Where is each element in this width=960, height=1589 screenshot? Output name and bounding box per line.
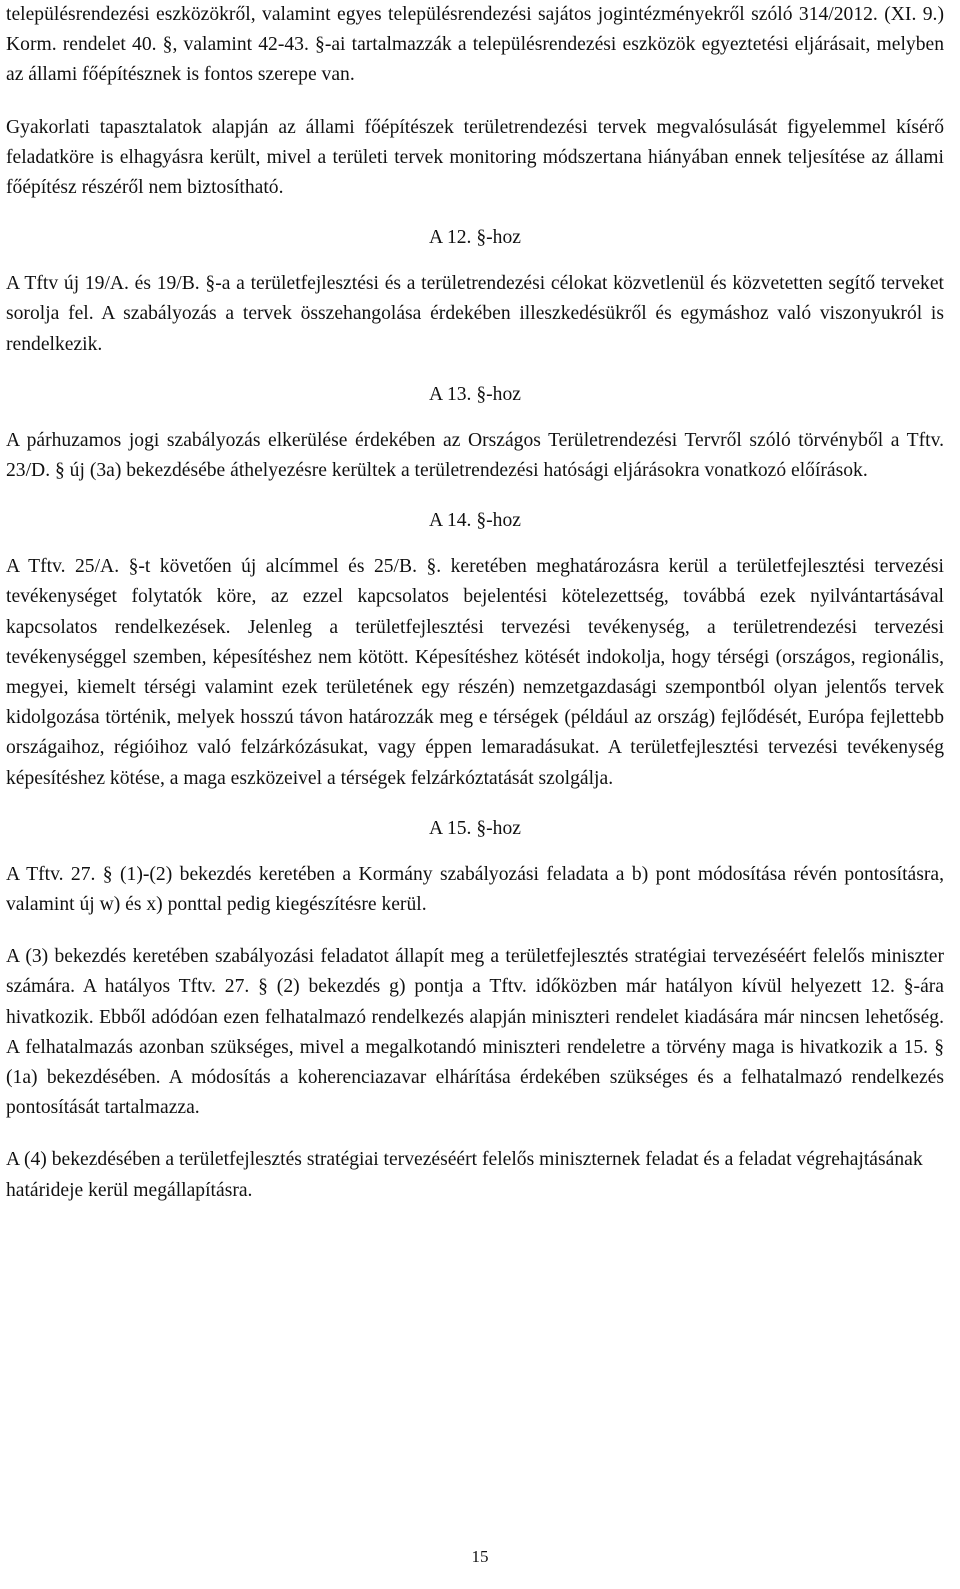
section-heading-15: A 15. §-hoz — [429, 817, 521, 839]
paragraph-section-13: A párhuzamos jogi szabályozás elkerülése érdekében az Országos Területrendezési Tervről szóló törvényből a Tftv. 23/D. § új (3a) bekezdésébe áthelyezésre kerültek a területrendezési hatósági eljárásokra vonatkozó előírások. — [6, 429, 944, 482]
paragraph-section-15-a: A Tftv. 27. § (1)-(2) bekezdés keretében a Kormány szabályozási feladata a b) pont módosítása révén pontosításra, valamint új w) és x) ponttal pedig kiegészítésre kerül. — [6, 863, 944, 916]
section-heading-14: A 14. §-hoz — [429, 510, 521, 532]
section-heading-12: A 12. §-hoz — [429, 227, 521, 249]
paragraph-monitoring: Gyakorlati tapasztalatok alapján az állami főépítészek területrendezési tervek megvalósulását figyelemmel kísérő feladatköre is elhagyásra került, mivel a területi tervek monitoring módszertana hiányában ennek teljesítése az állami főépítész részéről nem biztosítható. — [6, 116, 944, 199]
paragraph-section-15-c: A (4) bekezdésében a területfejlesztés stratégiai tervezéséért felelős miniszternek feladat és a feladat végrehajtásának határideje kerül megállapításra. — [6, 1149, 923, 1201]
paragraph-section-15-b: A (3) bekezdés keretében szabályozási feladatot állapít meg a területfejlesztés stratégiai tervezéséért felelős miniszter számára. A hatályos Tftv. 27. § (2) bekezdés g) pontja a Tftv. időközben már hatályon kívül helyezett 12. §-ára hivatkozik. Ebből adódóan ezen felhatalmazó rendelkezés alapján miniszteri rendelet kiadására már nincsen lehetőség. A felhatalmazás azonban szükséges, mivel a megalkotandó miniszteri rendeletre a törvény maga is hivatkozik a 15. § (1a) bekezdésében. A módosítás a koherenciazavar elhárítása érdekében szükséges és a felhatalmazó rendelkezés pontosítását tartalmazza. — [6, 946, 944, 1119]
paragraph-section-12: A Tftv új 19/A. és 19/B. §-a a területfejlesztési és a területrendezési célokat közvetlenül és közvetetten segítő terveket sorolja fel. A szabályozás a tervek összehangolása érdekében illeszkedésükről és egymáshoz való viszonyukról is rendelkezik. — [6, 273, 944, 355]
paragraph-continuation: településrendezési eszközökről, valamint egyes településrendezési sajátos jogintézményekről szóló 314/2012. (XI. 9.) Korm. rendelet 40. §, valamint 42-43. §-ai tartalmazzák a településrendezési eszközök egyeztetési eljárásait, melyben az állami főépítésznek is fontos szerepe van. — [6, 4, 944, 86]
document-page — [6, 0, 944, 1206]
paragraph-section-14: A Tftv. 25/A. §-t követően új alcímmel és 25/B. §. keretében meghatározásra kerül a területfejlesztési tervezési tevékenységet folytatók köre, az ezzel kapcsolatos bejelentési kötelezettség, továbbá ezek nyilvántartásával kapcsolatos rendelkezések. Jelenleg a területfejlesztési tervezési tevékenység, a területrendezési tervezési tevékenységgel szemben, képesítéshez nem kötött. Képesítéshez kötését indokolja, hogy térségi (országos, regionális, megyei, kiemelt térségi valamint ezek területének egy részén) nemzetgazdasági szempontból olyan jelentős tervek kidolgozása történik, melyek hosszú távon határozzák meg e térségek (például az ország) fejlődését, Európa fejlettebb országaihoz, régióihoz való felzárkózásukat, vagy éppen lemaradásukat. A területfejlesztési tervezési tevékenység képesítéshez kötése, a maga eszközeivel a térségek felzárkóztatását szolgálja. — [6, 556, 944, 789]
page-number: 15 — [471, 1547, 489, 1566]
section-heading-13: A 13. §-hoz — [429, 383, 521, 405]
